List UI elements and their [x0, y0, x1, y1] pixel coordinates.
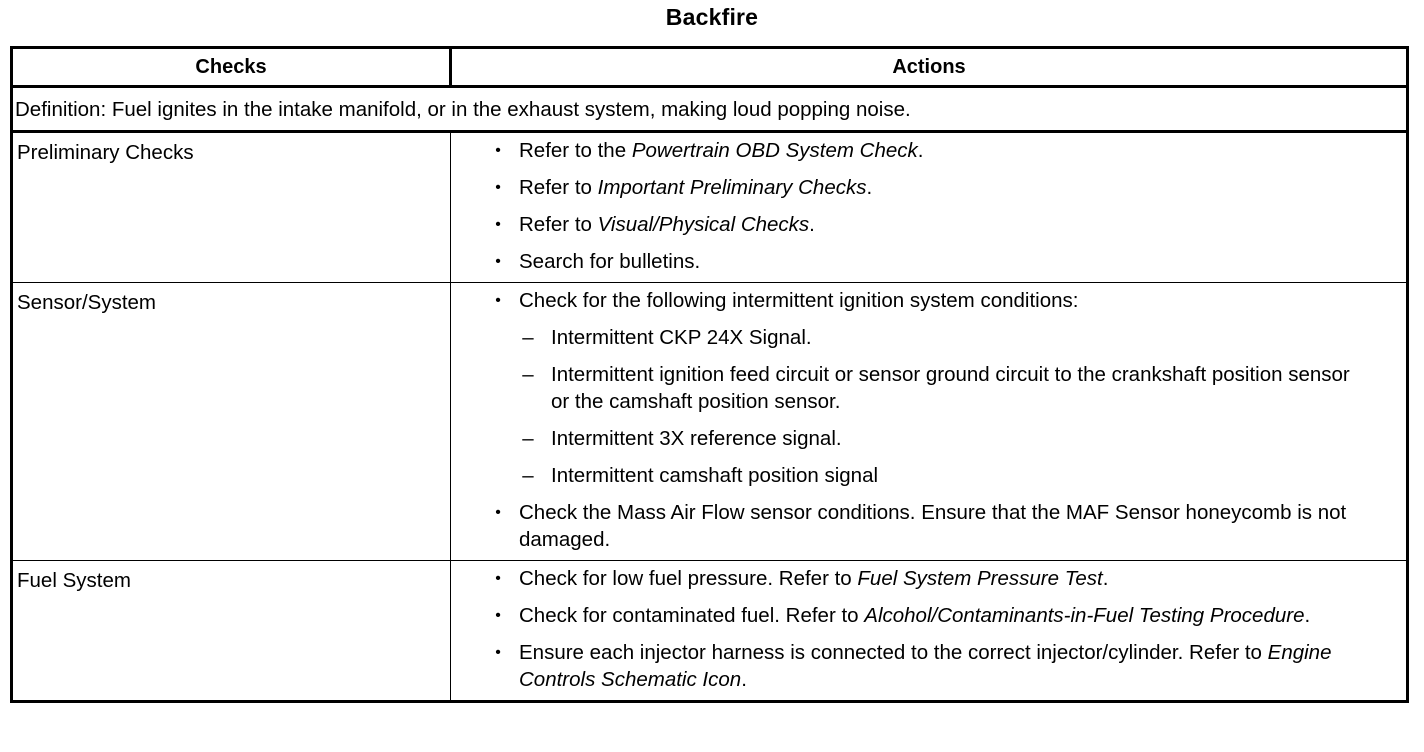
sub-action-text: Intermittent CKP 24X Signal. — [551, 326, 812, 349]
action-text: Search for bulletins. — [519, 250, 701, 273]
bullet-icon: • — [495, 644, 501, 661]
bullet-icon: • — [495, 607, 501, 624]
action-item — [491, 602, 1356, 629]
dash-icon: – — [522, 427, 534, 450]
action-reference: Fuel System Pressure Test — [857, 567, 1103, 590]
action-text: Refer to the — [519, 139, 632, 162]
action-suffix: . — [809, 213, 815, 236]
bullet-icon: • — [495, 570, 501, 587]
action-text: Check for the following intermittent ignition system conditions: — [519, 289, 1079, 312]
sub-action-item — [519, 425, 1356, 452]
column-header-actions: Actions — [451, 48, 1408, 87]
action-reference: Visual/Physical Checks — [597, 213, 810, 236]
check-label: Sensor/System — [12, 283, 451, 561]
actions-cell — [451, 132, 1408, 283]
page-title: Backfire — [665, 4, 759, 30]
diagnostic-table — [10, 46, 1409, 703]
sub-action-item — [519, 324, 1356, 351]
column-header-checks: Checks — [12, 48, 451, 87]
sub-action-text: Intermittent 3X reference signal. — [551, 427, 842, 450]
sub-action-text: Intermittent camshaft position signal — [551, 464, 879, 487]
action-reference: Powertrain OBD System Check — [631, 139, 918, 162]
dash-icon: – — [522, 326, 534, 349]
definition-text: Definition: Fuel ignites in the intake manifold, or in the exhaust system, making loud popping noise. — [12, 87, 1408, 132]
sub-action-item — [519, 462, 1356, 489]
bullet-icon: • — [495, 179, 501, 196]
action-list — [491, 287, 1356, 553]
dash-icon: – — [522, 464, 534, 487]
action-suffix: . — [1304, 604, 1311, 627]
table-header-row — [12, 48, 1408, 87]
bullet-icon: • — [495, 292, 501, 309]
action-item — [491, 137, 1356, 164]
sub-action-list — [519, 324, 1356, 489]
action-item — [491, 639, 1356, 693]
table-row — [12, 283, 1408, 561]
action-item — [491, 499, 1356, 553]
action-item — [491, 287, 1356, 489]
action-item — [491, 211, 1356, 238]
action-reference: Alcohol/Contaminants-in-Fuel Testing Procedure — [864, 604, 1305, 627]
table-row — [12, 561, 1408, 702]
bullet-icon: • — [495, 216, 501, 233]
dash-icon: – — [522, 363, 534, 386]
action-text: Refer to — [519, 176, 598, 199]
action-suffix: . — [741, 668, 747, 691]
action-suffix: . — [1102, 567, 1109, 590]
action-text: Check the Mass Air Flow sensor conditions. Ensure that the MAF Sensor honeycomb is not damaged. — [519, 501, 1347, 551]
action-text: Check for contaminated fuel. Refer to — [519, 604, 865, 627]
bullet-icon: • — [495, 142, 501, 159]
definition-row — [12, 87, 1408, 132]
bullet-icon: • — [495, 504, 501, 521]
action-text: Refer to — [519, 213, 598, 236]
action-item — [491, 565, 1356, 592]
actions-cell — [451, 561, 1408, 702]
check-label: Fuel System — [12, 561, 451, 702]
table-row — [12, 132, 1408, 283]
action-text: Ensure each injector harness is connected to the correct injector/cylinder. Refer to — [519, 641, 1268, 664]
action-list — [491, 565, 1356, 693]
action-reference: Important Preliminary Checks — [597, 176, 867, 199]
action-item — [491, 248, 1356, 275]
action-suffix: . — [917, 139, 924, 162]
sub-action-item — [519, 361, 1356, 415]
action-list — [491, 137, 1356, 275]
sub-action-text: Intermittent ignition feed circuit or sensor ground circuit to the crankshaft position sensor or the camshaft position sensor. — [551, 363, 1350, 413]
action-text: Check for low fuel pressure. Refer to — [519, 567, 858, 590]
bullet-icon: • — [495, 253, 501, 270]
check-label: Preliminary Checks — [12, 132, 451, 283]
actions-cell — [451, 283, 1408, 561]
action-reference: Engine Controls Schematic Icon — [519, 641, 1332, 691]
action-suffix: . — [866, 176, 873, 199]
action-item — [491, 174, 1356, 201]
